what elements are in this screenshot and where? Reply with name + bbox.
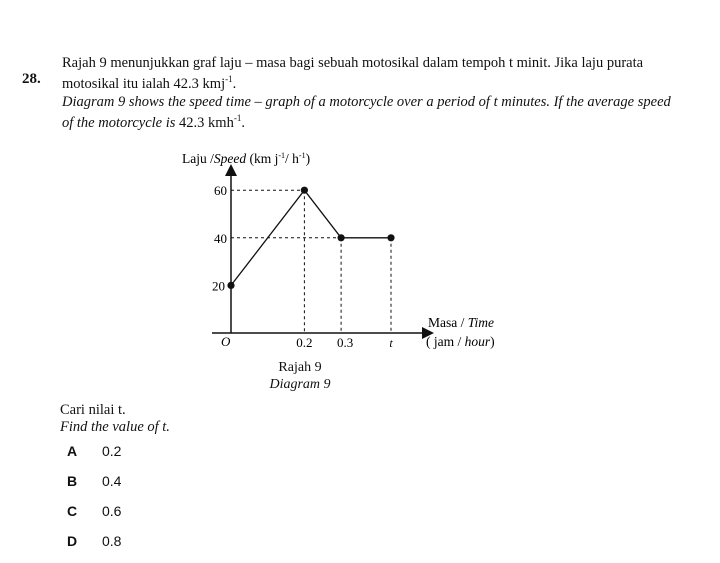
option-letter: D: [67, 533, 78, 549]
question-number: 28.: [22, 71, 41, 87]
x-tick-label: 0.3: [336, 335, 354, 350]
option-value: 0.8: [102, 533, 122, 549]
data-point: [338, 234, 345, 241]
english-line-2: of the motorcycle is 42.3 kmh$^{-1}$.: [62, 113, 245, 131]
y-axis-label: Laju /Speed (km $j^{-1}/$ $h^{-1}$): [182, 151, 311, 166]
option-letter: B: [67, 473, 78, 489]
english-line-1: Diagram 9 shows the speed time – graph of a motorcycle over a period of t minutes. If the average speed: [62, 94, 671, 110]
x-tick-label: 0.2: [296, 335, 313, 350]
x-tick-label: t: [389, 336, 393, 350]
y-tick-label: 60: [214, 183, 227, 199]
data-point: [301, 187, 308, 194]
x-axis-label-line1: Masa / Time: [428, 315, 495, 330]
malay-line-1: Rajah 9 menunjukkan graf laju – masa bagi sebuah motosikal dalam tempoh t minit. Jika laju purata: [62, 55, 644, 71]
data-point: [387, 234, 394, 241]
option-value: 0.6: [102, 503, 122, 519]
option-value: 0.2: [102, 443, 122, 459]
y-tick-label: 40: [214, 230, 227, 246]
option-letter: A: [67, 443, 78, 459]
y-tick-label: 20: [212, 278, 225, 294]
option-value: 0.4: [102, 473, 122, 489]
x-axis-label-line2: ( jam / hour): [426, 334, 495, 349]
prompt-english: Find the value of t.: [60, 419, 170, 435]
option-letter: C: [67, 503, 78, 519]
diagram-caption-english: Diagram 9: [269, 377, 331, 392]
data-point: [227, 282, 234, 289]
prompt-malay: Cari nilai t.: [60, 402, 126, 418]
dashed-guides: [231, 190, 391, 333]
origin-label: O: [221, 334, 231, 349]
diagram-caption-malay: Rajah 9: [278, 360, 322, 375]
malay-line-2: motosikal itu ialah 42.3 kmj$^{-1}$.: [62, 74, 237, 92]
